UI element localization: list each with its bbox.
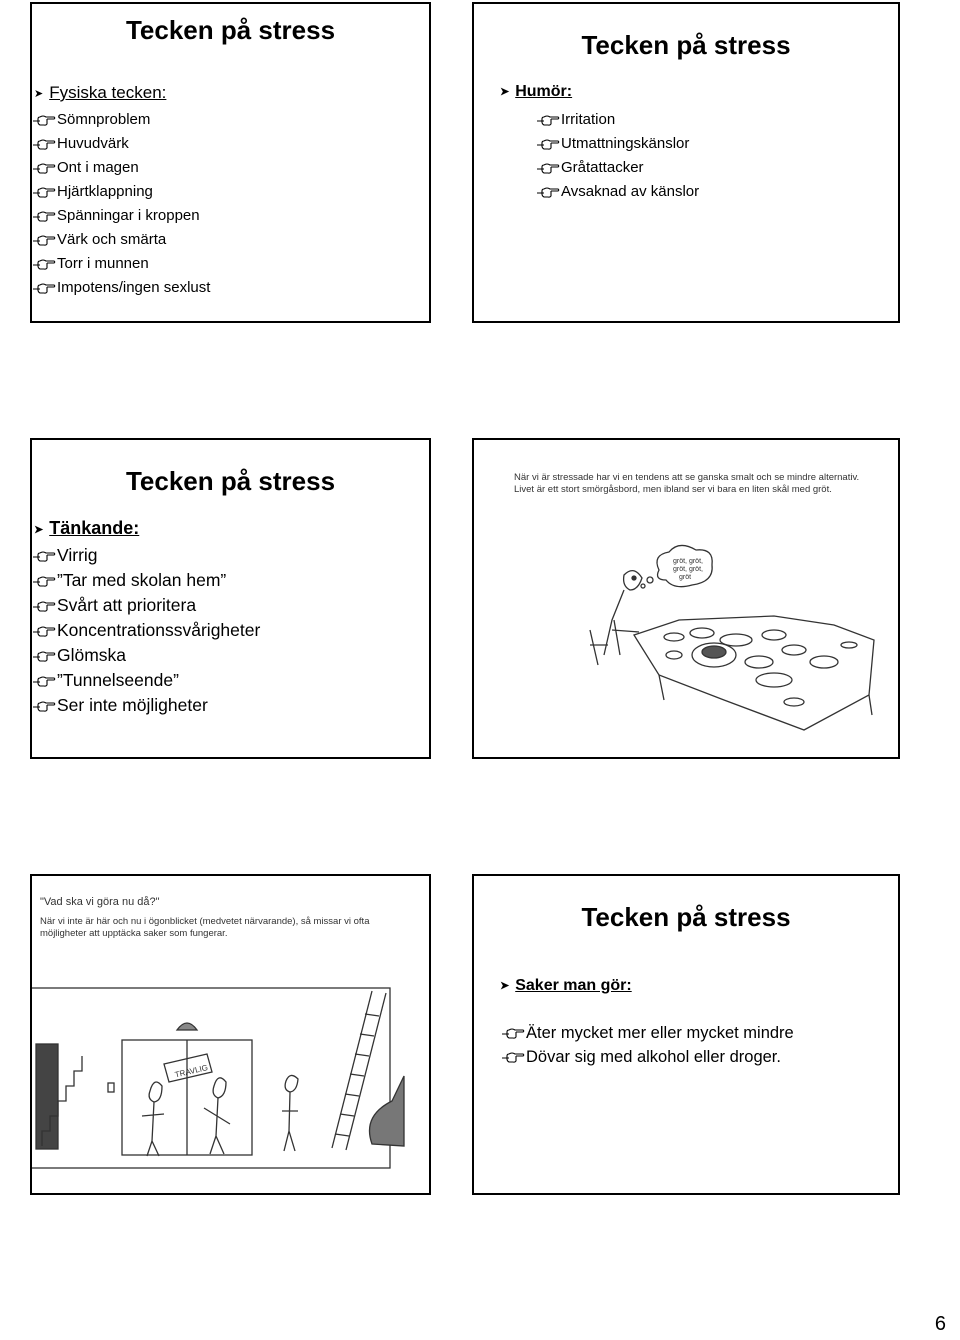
page-number: 6 (934, 1313, 946, 1335)
pointing-hand-icon (501, 1027, 525, 1039)
pointing-hand-icon (536, 186, 560, 198)
list-item: Impotens/ingen sexlust (32, 276, 210, 300)
slide-mood-signs (472, 2, 900, 323)
thought-bubble-text (673, 558, 705, 581)
item-list (32, 108, 210, 300)
pointing-hand-icon (32, 625, 56, 637)
list-item: Avsaknad av känslor (536, 180, 699, 204)
slide-buffet-illustration (472, 438, 900, 759)
pointing-hand-icon (32, 162, 56, 174)
list-item: Ont i magen (32, 156, 210, 180)
pointing-hand-icon (32, 550, 56, 562)
elevator-drawing (32, 876, 429, 1193)
buffet-drawing (474, 440, 898, 757)
slide-elevator-illustration (30, 874, 431, 1195)
slide-thinking-signs (30, 438, 431, 759)
slide-actions (472, 874, 900, 1195)
slide-heading: ➤ Humör: (500, 83, 573, 100)
pointing-hand-icon (32, 600, 56, 612)
item-list (536, 108, 699, 204)
slide-heading: ➤ Tänkande: (34, 518, 140, 538)
pointing-hand-icon (32, 675, 56, 687)
pointing-hand-icon (32, 700, 56, 712)
pointing-hand-icon (32, 186, 56, 198)
list-item: Gråtattacker (536, 156, 699, 180)
list-item: Äter mycket mer eller mycket mindre (501, 1021, 794, 1045)
pointing-hand-icon (536, 114, 560, 126)
pointing-hand-icon (32, 650, 56, 662)
pointing-hand-icon (32, 234, 56, 246)
arrowhead-icon: ➤ (34, 88, 44, 101)
list-item: Virrig (32, 543, 260, 568)
item-list (32, 543, 260, 718)
slide-title: Tecken på stress (581, 30, 791, 60)
thought-line: gröt, gröt, (673, 566, 703, 573)
list-item: Glömska (32, 643, 260, 668)
pointing-hand-icon (536, 138, 560, 150)
list-item: Hjärtklappning (32, 180, 210, 204)
slide-heading: ➤ Saker man gör: (500, 977, 632, 994)
pointing-hand-icon (32, 138, 56, 150)
slide-title: Tecken på stress (125, 466, 336, 496)
pointing-hand-icon (32, 575, 56, 587)
illustration-caption: När vi inte är här och nu i ögonblicket (medvetet närvarande), så missar vi ofta möjligheter att upptäcka saker som fungerar. (40, 916, 370, 939)
arrowhead-icon: ➤ (34, 523, 44, 536)
list-item: Irritation (536, 108, 699, 132)
slide-title: Tecken på stress (125, 15, 336, 45)
slide-title: Tecken på stress (581, 902, 791, 932)
arrowhead-icon: ➤ (500, 980, 510, 993)
arrowhead-icon: ➤ (500, 86, 510, 99)
list-item: Sömnproblem (32, 108, 210, 132)
pointing-hand-icon (32, 114, 56, 126)
pointing-hand-icon (32, 258, 56, 270)
pointing-hand-icon (32, 282, 56, 294)
list-item: Svårt att prioritera (32, 593, 260, 618)
list-item: Värk och smärta (32, 228, 210, 252)
list-item: Ser inte möjligheter (32, 693, 260, 718)
thought-line: gröt (679, 574, 692, 581)
list-item: Spänningar i kroppen (32, 204, 210, 228)
slide-heading: ➤ Fysiska tecken: (34, 83, 167, 102)
elevator-sign: TRAVLIG (173, 1063, 209, 1080)
list-item: Torr i munnen (32, 252, 210, 276)
list-item: Koncentrationssvårigheter (32, 618, 260, 643)
item-list (501, 1021, 794, 1069)
list-item: Dövar sig med alkohol eller droger. (501, 1045, 794, 1069)
list-item: ”Tunnelseende” (32, 668, 260, 693)
illustration-caption-title: "Vad ska vi göra nu då?" (40, 896, 160, 908)
thought-line: gröt, gröt, (673, 558, 703, 565)
list-item: ”Tar med skolan hem” (32, 568, 260, 593)
list-item: Utmattningskänslor (536, 132, 699, 156)
illustration-caption: När vi är stressade har vi en tendens att se ganska smalt och se mindre alternativ. Livet är ett stort smörgåsbord, men ibland ser vi bara en liten skål med gröt. (514, 472, 860, 495)
pointing-hand-icon (536, 162, 560, 174)
pointing-hand-icon (501, 1051, 525, 1063)
slide-physical-signs (30, 2, 431, 323)
list-item: Huvudvärk (32, 132, 210, 156)
pointing-hand-icon (32, 210, 56, 222)
